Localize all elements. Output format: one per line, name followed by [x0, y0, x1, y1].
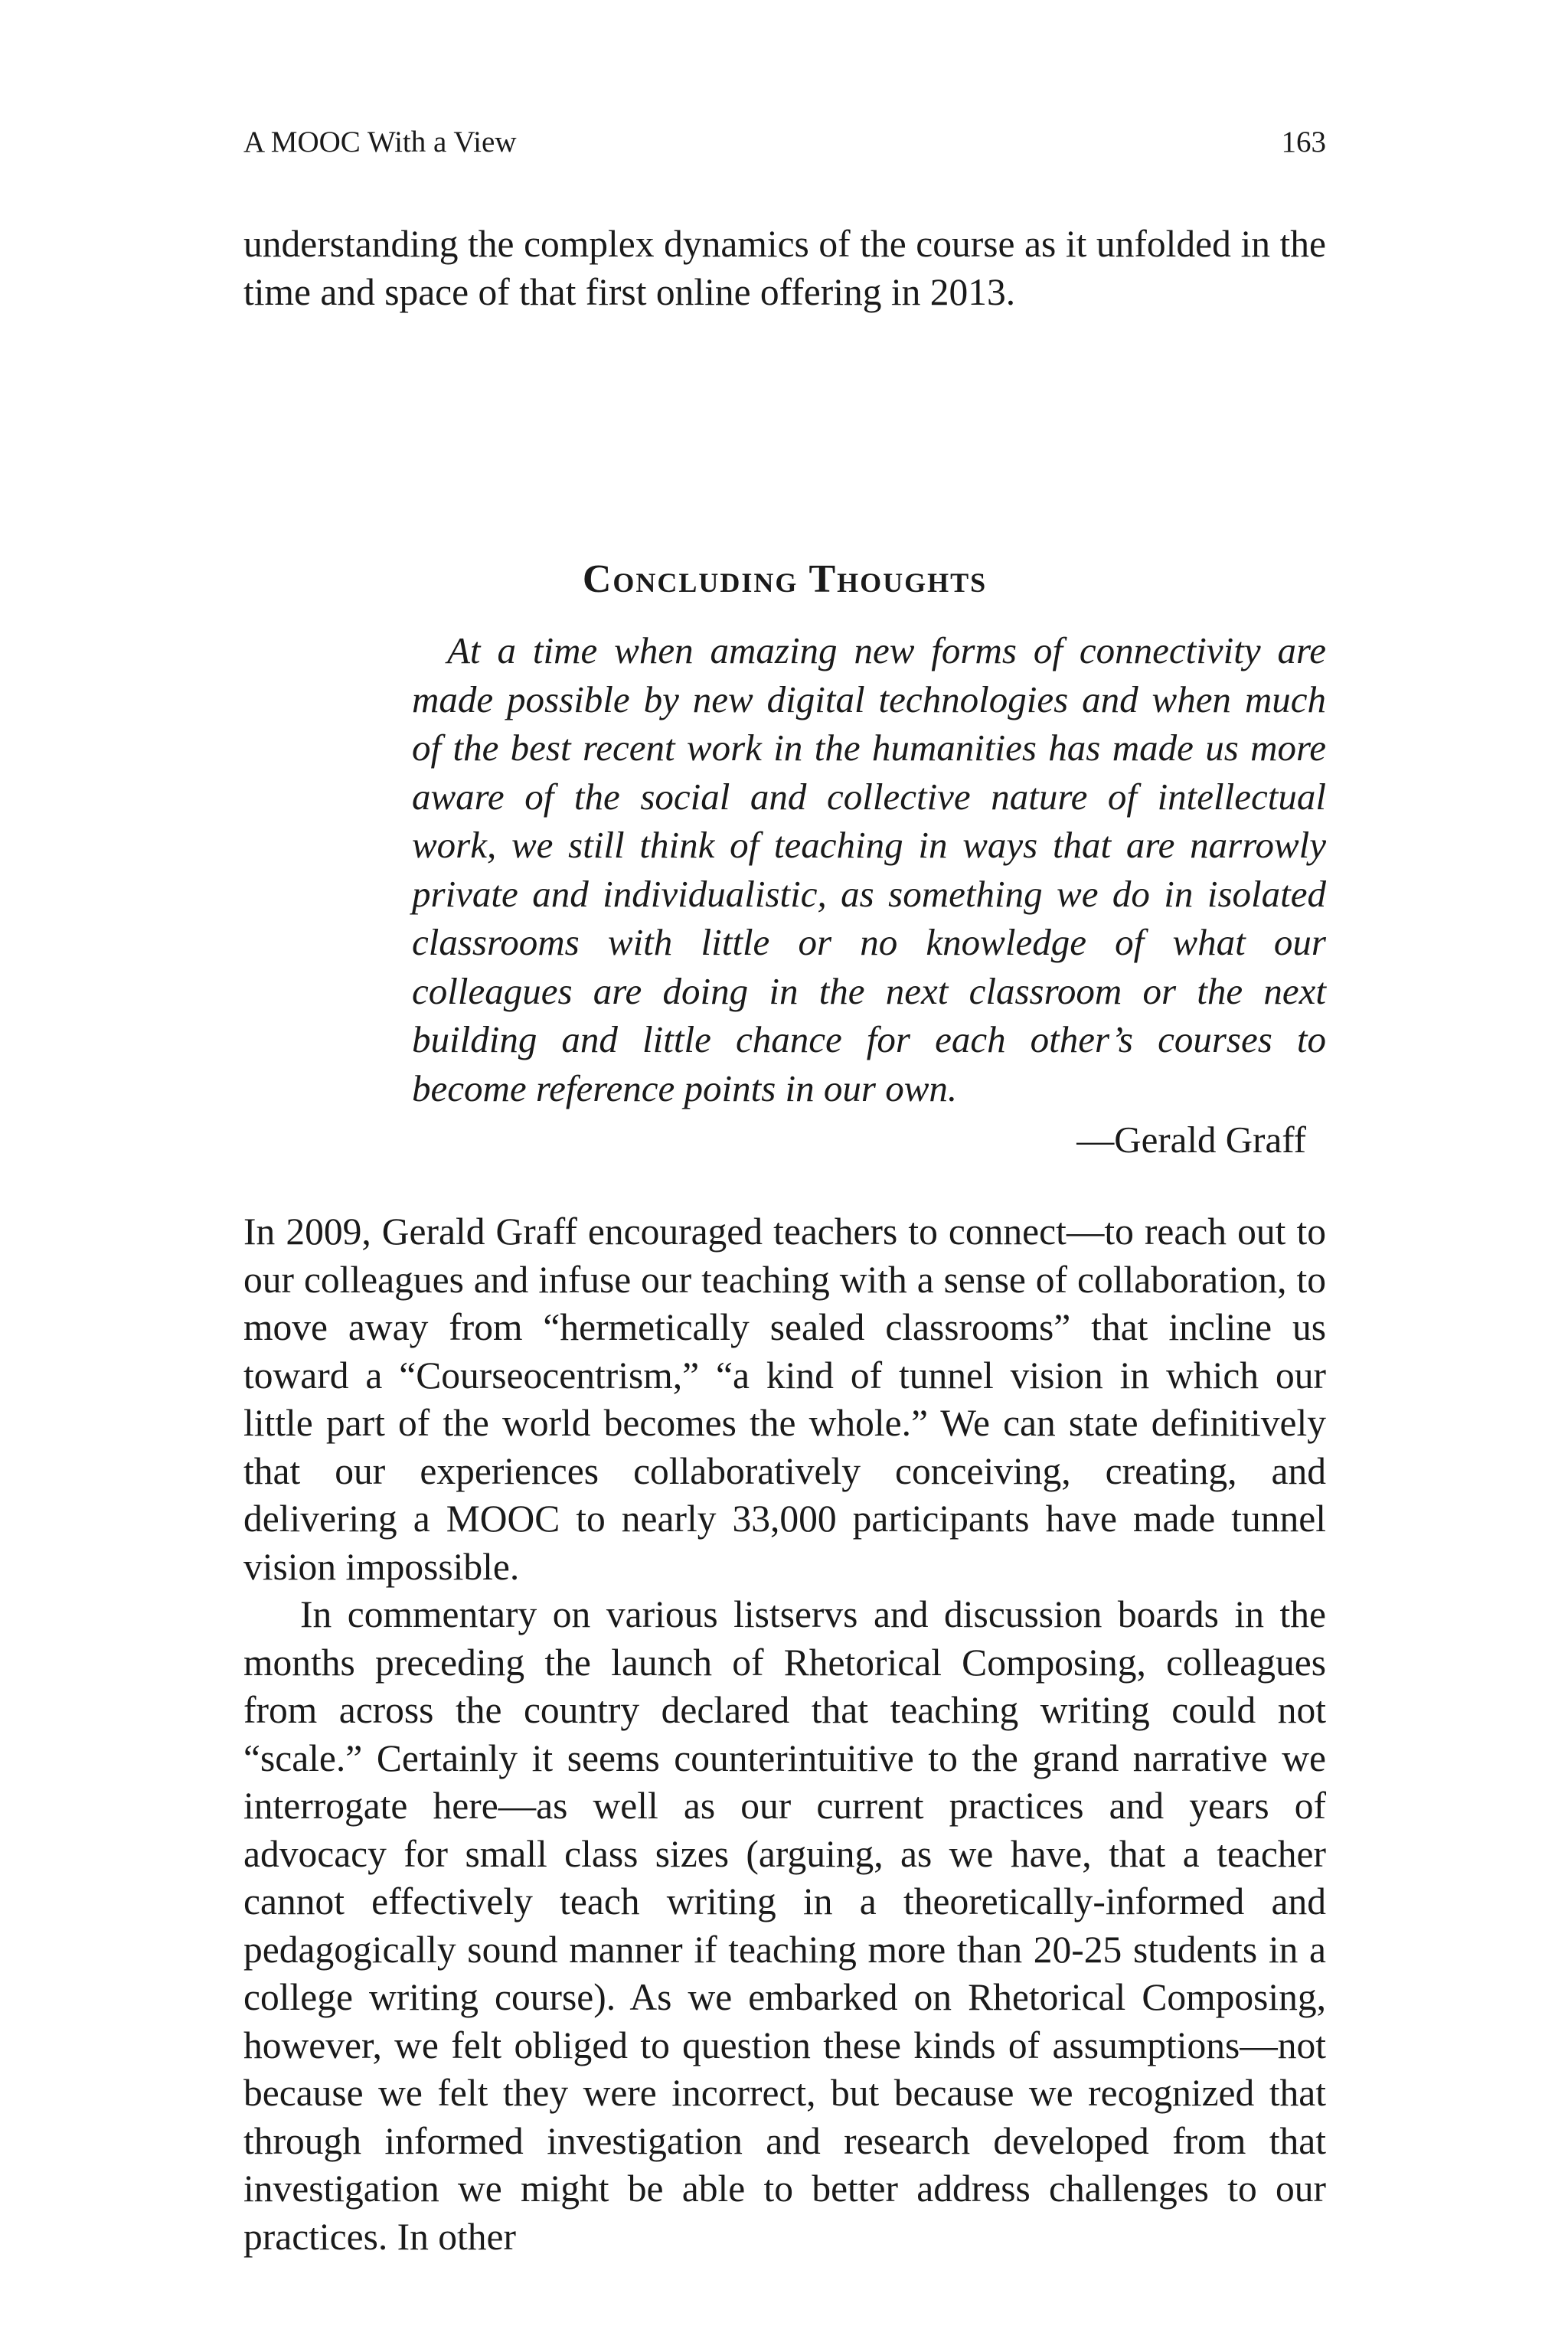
main-body: [243, 1208, 1326, 2261]
continued-paragraph: understanding the complex dynamics of the course as it unfolded in the time and space of that first online offering in 2013.: [243, 223, 1326, 313]
epigraph-quote: At a time when amazing new forms of connectivity are made possible by new digital technologies and when much of the best recent work in the humanities has made us more aware of the social and collective nature of intellectual work, we still think of teaching in ways that are narrowly private and individualistic, as something we do in isolated classrooms with little or no knowledge of what our colleagues are doing in the next classroom or the next building and little chance for each other’s courses to become reference points in our own.: [412, 629, 1326, 1109]
running-header: [243, 124, 1326, 161]
epigraph-attribution: —Gerald Graff: [1076, 1119, 1306, 1161]
section-heading: Concluding Thoughts: [582, 557, 988, 602]
page-number: 163: [1281, 126, 1326, 158]
body-paragraph-2: In commentary on various listservs and discussion boards in the months preceding the launch of Rhetorical Composing, colleagues from across the country declared that teaching writing could not “scale.” Certainly it seems counterintuitive to the grand narrative we interrogate here—as well as our current practices and years of advocacy for small class sizes (arguing, as we have, that a teacher cannot effectively teach writing in a theoretically-informed and pedagogically sound manner if teaching more than 20-25 students in a college writing course). As we embarked on Rhetorical Composing, however, we felt obliged to question these kinds of assumptions—not because we felt they were incorrect, but because we recognized that through informed investigation and research developed from that investigation we might be able to better address challenges to our practices. In other: [243, 1593, 1326, 2258]
body-paragraph-1: In 2009, Gerald Graff encouraged teachers to connect—to reach out to our colleagues and infuse our teaching with a sense of collaboration, to move away from “hermetically sealed classrooms” that incline us toward a “Courseocentrism,” “a kind of tunnel vision in which our little part of the world becomes the whole.” We can state definitively that our experiences collaboratively conceiving, creating, and delivering a MOOC to nearly 33,000 participants have made tunnel vision impossible.: [243, 1210, 1326, 1588]
epigraph: [412, 626, 1326, 1165]
continued-paragraph-block: [243, 220, 1326, 316]
running-title: A MOOC With a View: [243, 126, 517, 158]
